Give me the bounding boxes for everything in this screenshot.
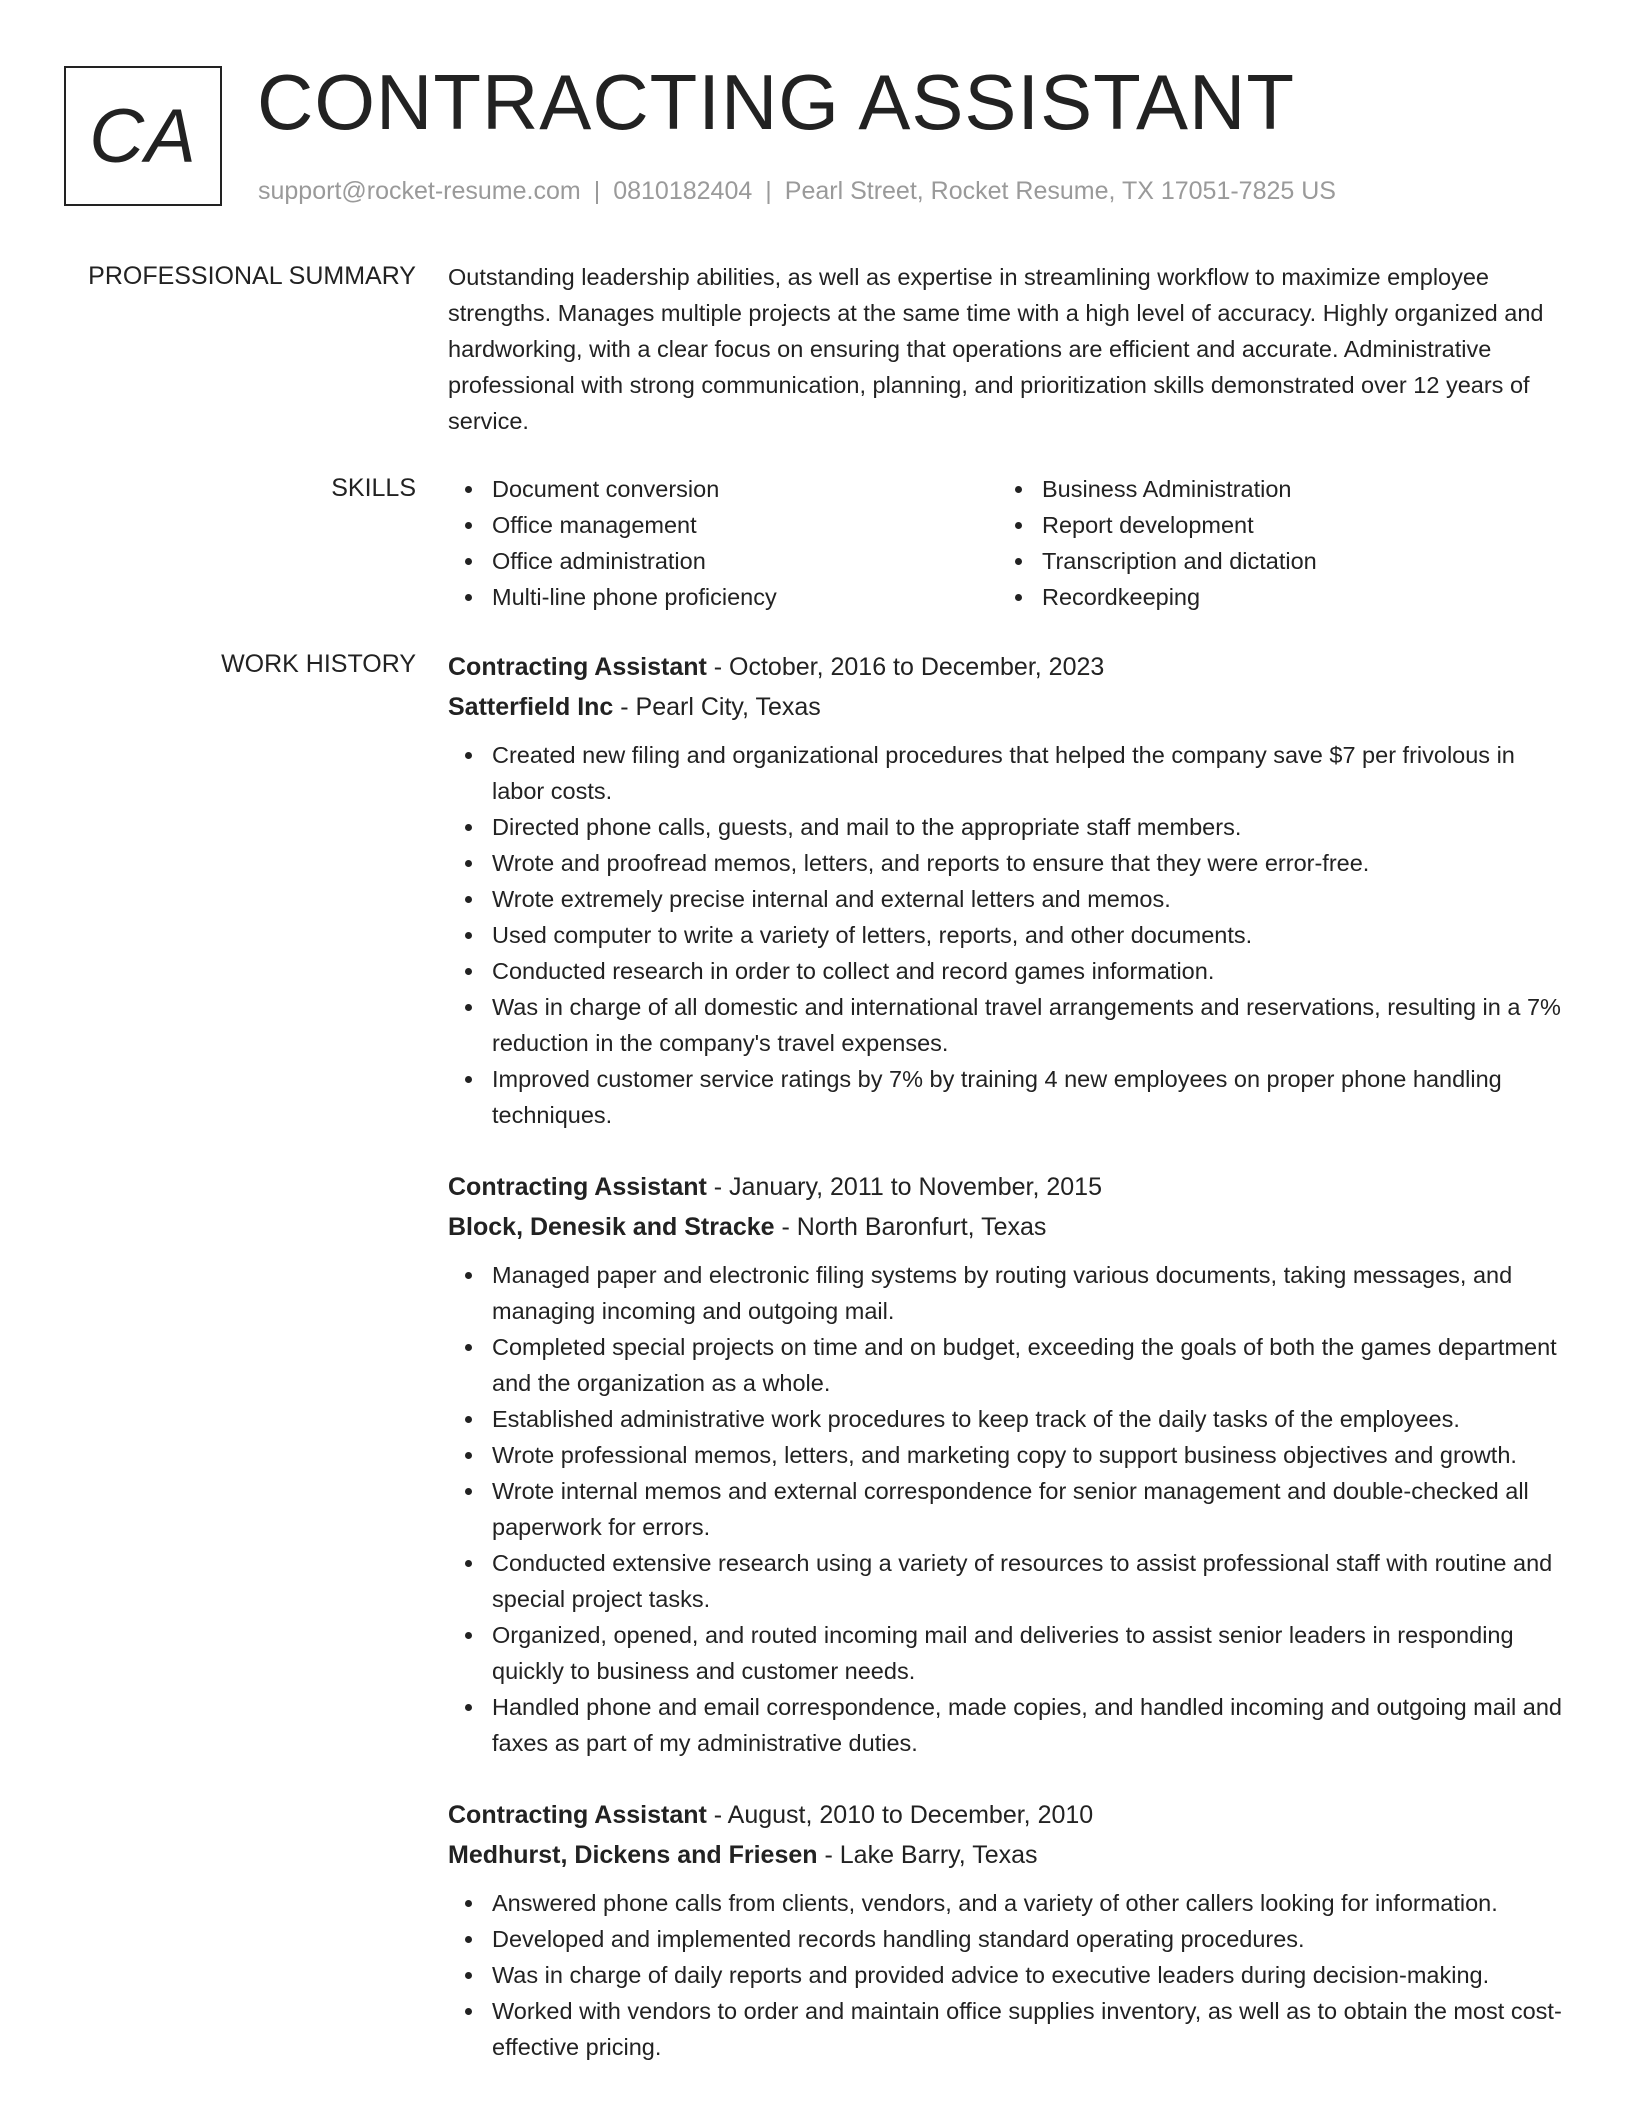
job-bullet: Conducted research in order to collect and record games information. xyxy=(448,953,1570,989)
job-bullet: Handled phone and email correspondence, made copies, and handled incoming and outgoing mail and faxes as part of my administrative duties. xyxy=(448,1689,1570,1761)
job-bullet: Worked with vendors to order and maintain office supplies inventory, as well as to obtain the most cost-effective pricing. xyxy=(448,1993,1570,2065)
job-entry xyxy=(448,1795,1570,2065)
job-entry xyxy=(448,1167,1570,1761)
section-heading-work-history: WORK HISTORY xyxy=(221,650,416,678)
job-company: Satterfield Inc xyxy=(448,693,614,721)
skill-item: Business Administration xyxy=(998,471,1548,507)
job-bullet: Answered phone calls from clients, vendors, and a variety of other callers looking for information. xyxy=(448,1885,1570,1921)
job-bullet: Wrote professional memos, letters, and marketing copy to support business objectives and growth. xyxy=(448,1437,1570,1473)
contact-email[interactable]: support@rocket-resume.com xyxy=(258,177,581,205)
summary-text: Outstanding leadership abilities, as well as expertise in streamlining workflow to maximize employee strengths. Manages multiple projects at the same time with a high level of accuracy. Highly organized and hardworking, with a clear focus on ensuring that operations are efficient and accurate. Administrative professional with strong communication, planning, and prioritization skills demonstrated over 12 years of service. xyxy=(448,264,1544,434)
job-bullet: Completed special projects on time and on budget, exceeding the goals of both the games department and the organization as a whole. xyxy=(448,1329,1570,1401)
section-heading-skills: SKILLS xyxy=(331,474,416,502)
job-title: Contracting Assistant xyxy=(448,653,707,681)
job-location: - North Baronfurt, Texas xyxy=(774,1213,1047,1241)
monogram-box xyxy=(64,66,222,206)
skill-item: Document conversion xyxy=(448,471,998,507)
job-title: Contracting Assistant xyxy=(448,1173,707,1201)
work-history-body xyxy=(448,647,1570,2099)
job-bullet: Improved customer service ratings by 7% by training 4 new employees on proper phone handling techniques. xyxy=(448,1061,1570,1133)
skill-item: Office management xyxy=(448,507,998,543)
job-entry xyxy=(448,647,1570,1133)
contact-phone[interactable]: 0810182404 xyxy=(613,177,753,205)
job-bullet: Was in charge of daily reports and provided advice to executive leaders during decision-making. xyxy=(448,1957,1570,1993)
job-bullet: Created new filing and organizational procedures that helped the company save $7 per frivolous in labor costs. xyxy=(448,737,1570,809)
job-bullet: Was in charge of all domestic and international travel arrangements and reservations, resulting in a 7% reduction in the company's travel expenses. xyxy=(448,989,1570,1061)
job-location: - Pearl City, Texas xyxy=(613,693,821,721)
job-company-line xyxy=(448,1835,1570,1875)
job-bullet: Directed phone calls, guests, and mail to the appropriate staff members. xyxy=(448,809,1570,845)
contact-address: Pearl Street, Rocket Resume, TX 17051-7825 US xyxy=(784,177,1336,205)
skill-item: Transcription and dictation xyxy=(998,543,1548,579)
job-title-line xyxy=(448,647,1570,687)
job-company-line xyxy=(448,687,1570,727)
job-bullets xyxy=(448,1885,1570,2065)
contact-line xyxy=(258,174,1336,208)
skill-item: Office administration xyxy=(448,543,998,579)
job-bullet: Used computer to write a variety of letters, reports, and other documents. xyxy=(448,917,1570,953)
job-company: Medhurst, Dickens and Friesen xyxy=(448,1841,818,1869)
job-bullet: Managed paper and electronic filing systems by routing various documents, taking messages, and managing incoming and outgoing mail. xyxy=(448,1257,1570,1329)
job-bullet: Organized, opened, and routed incoming mail and deliveries to assist senior leaders in responding quickly to business and customer needs. xyxy=(448,1617,1570,1689)
job-company: Block, Denesik and Stracke xyxy=(448,1213,775,1241)
job-bullets xyxy=(448,1257,1570,1761)
summary-body xyxy=(448,259,1570,439)
job-dates: - October, 2016 to December, 2023 xyxy=(706,653,1105,681)
skills-columns xyxy=(448,471,1570,615)
job-bullets xyxy=(448,737,1570,1133)
job-title-line xyxy=(448,1167,1570,1207)
job-dates: - August, 2010 to December, 2010 xyxy=(706,1801,1094,1829)
contact-separator: | xyxy=(765,177,772,205)
skills-list-left xyxy=(448,471,998,615)
contact-separator: | xyxy=(593,177,601,205)
skills-body xyxy=(448,471,1570,615)
job-bullet: Wrote extremely precise internal and external letters and memos. xyxy=(448,881,1570,917)
job-dates: - January, 2011 to November, 2015 xyxy=(706,1173,1102,1201)
skill-item: Report development xyxy=(998,507,1548,543)
skill-item: Multi-line phone proficiency xyxy=(448,579,998,615)
job-title: Contracting Assistant xyxy=(448,1801,707,1829)
job-company-line xyxy=(448,1207,1570,1247)
monogram-initials: CA xyxy=(89,93,197,179)
skills-list-right xyxy=(998,471,1548,615)
job-bullet: Developed and implemented records handling standard operating procedures. xyxy=(448,1921,1570,1957)
job-location: - Lake Barry, Texas xyxy=(817,1841,1038,1869)
job-bullet: Wrote internal memos and external correspondence for senior management and double-checked all paperwork for errors. xyxy=(448,1473,1570,1545)
job-bullet: Established administrative work procedures to keep track of the daily tasks of the employees. xyxy=(448,1401,1570,1437)
skill-item: Recordkeeping xyxy=(998,579,1548,615)
resume-title: CONTRACTING ASSISTANT xyxy=(257,58,1295,146)
job-bullet: Conducted extensive research using a variety of resources to assist professional staff with routine and special project tasks. xyxy=(448,1545,1570,1617)
job-title-line xyxy=(448,1795,1570,1835)
job-bullet: Wrote and proofread memos, letters, and reports to ensure that they were error-free. xyxy=(448,845,1570,881)
section-heading-summary: PROFESSIONAL SUMMARY xyxy=(88,262,416,290)
